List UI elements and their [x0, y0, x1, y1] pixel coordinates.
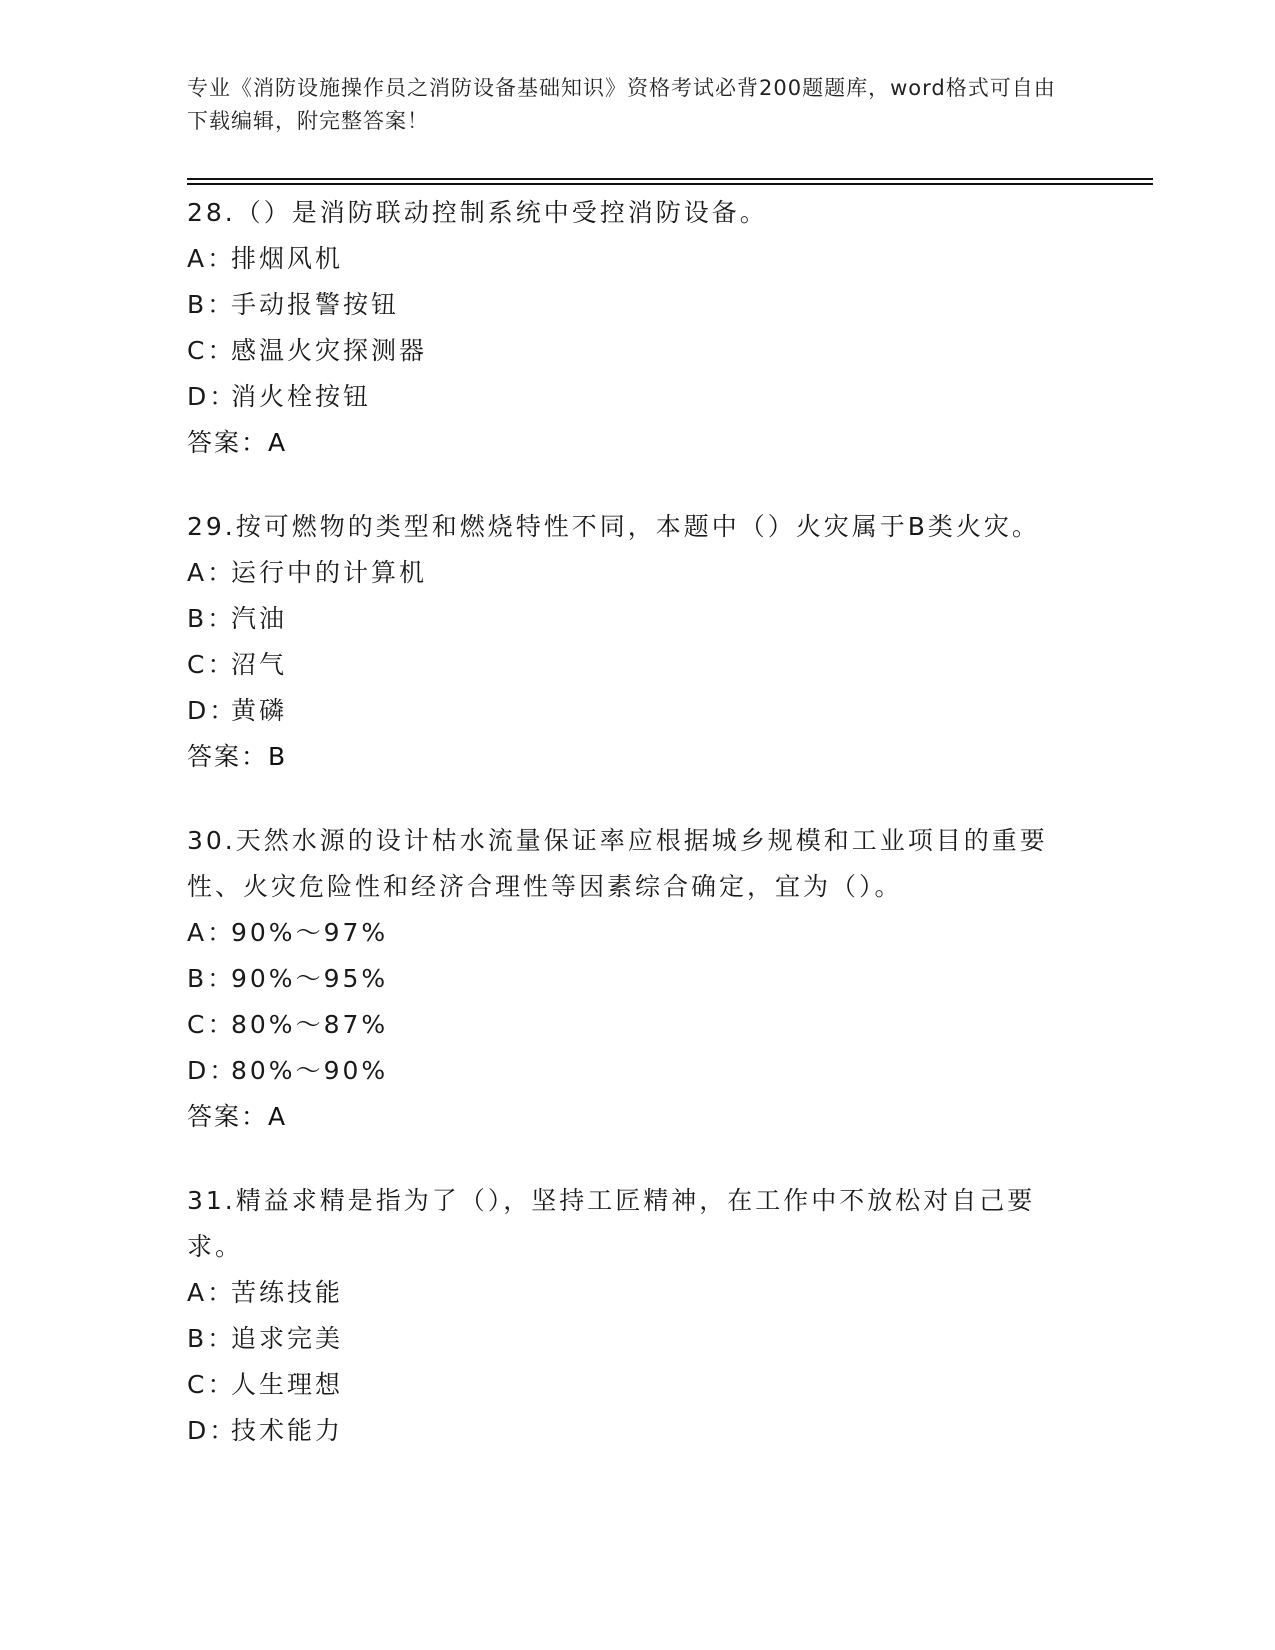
option-text: 沼气	[231, 650, 288, 679]
document-header: 专业《消防设施操作员之消防设备基础知识》资格考试必背200题题库，word格式可自由下载编辑，附完整答案！	[187, 76, 1056, 133]
question-list	[187, 190, 1087, 1492]
option-text: 人生理想	[231, 1370, 344, 1399]
option-text: 感温火灾探测器	[231, 336, 428, 365]
option-key: B：	[187, 964, 236, 993]
question-stem: 29.按可燃物的类型和燃烧特性不同，本题中（）火灾属于B类火灾。	[187, 512, 1040, 541]
option-b	[187, 956, 1087, 1002]
option-key: A：	[187, 1278, 236, 1307]
answer-line: 答案：B	[187, 742, 288, 771]
option-a	[187, 910, 1087, 956]
option-c	[187, 642, 1087, 688]
answer-line: 答案：A	[187, 1102, 288, 1131]
option-c	[187, 1002, 1087, 1048]
option-b	[187, 596, 1087, 642]
option-d	[187, 1048, 1087, 1094]
option-key: C：	[187, 1010, 236, 1039]
option-key: D：	[187, 1416, 238, 1445]
option-text: 80%～87%	[231, 1010, 389, 1039]
question-stem: 30.天然水源的设计枯水流量保证率应根据城乡规模和工业项目的重要性、火灾危险性和经济合理性等因素综合确定，宜为（）。	[187, 826, 1048, 901]
question-block	[187, 1178, 1087, 1454]
option-text: 排烟风机	[231, 244, 344, 273]
question-block	[187, 818, 1087, 1140]
option-key: D：	[187, 382, 238, 411]
option-b	[187, 282, 1087, 328]
option-key: C：	[187, 1370, 236, 1399]
question-stem: 31.精益求精是指为了（），坚持工匠精神，在工作中不放松对自己要求。	[187, 1186, 1036, 1261]
header-divider-bottom	[187, 183, 1153, 185]
option-key: C：	[187, 650, 236, 679]
option-text: 黄磷	[231, 696, 288, 725]
option-b	[187, 1316, 1087, 1362]
question-stem: 28.（）是消防联动控制系统中受控消防设备。	[187, 198, 768, 227]
header-divider-top	[187, 178, 1153, 180]
option-d	[187, 688, 1087, 734]
option-text: 90%～95%	[231, 964, 389, 993]
option-d	[187, 374, 1087, 420]
option-text: 追求完美	[231, 1324, 344, 1353]
option-text: 手动报警按钮	[231, 290, 400, 319]
option-text: 技术能力	[231, 1416, 344, 1445]
option-key: D：	[187, 696, 238, 725]
option-a	[187, 1270, 1087, 1316]
option-c	[187, 328, 1087, 374]
option-a	[187, 550, 1087, 596]
option-key: B：	[187, 604, 236, 633]
option-d	[187, 1408, 1087, 1454]
option-key: C：	[187, 336, 236, 365]
option-a	[187, 236, 1087, 282]
question-block	[187, 504, 1087, 780]
option-text: 90%～97%	[231, 918, 389, 947]
option-key: A：	[187, 558, 236, 587]
option-key: D：	[187, 1056, 238, 1085]
option-key: B：	[187, 290, 236, 319]
option-c	[187, 1362, 1087, 1408]
option-text: 汽油	[231, 604, 288, 633]
question-block	[187, 190, 1087, 466]
option-text: 消火栓按钮	[231, 382, 372, 411]
option-text: 运行中的计算机	[231, 558, 428, 587]
option-text: 苦练技能	[231, 1278, 344, 1307]
option-key: A：	[187, 244, 236, 273]
option-key: B：	[187, 1324, 236, 1353]
answer-line: 答案：A	[187, 428, 288, 457]
option-text: 80%～90%	[231, 1056, 389, 1085]
option-key: A：	[187, 918, 236, 947]
